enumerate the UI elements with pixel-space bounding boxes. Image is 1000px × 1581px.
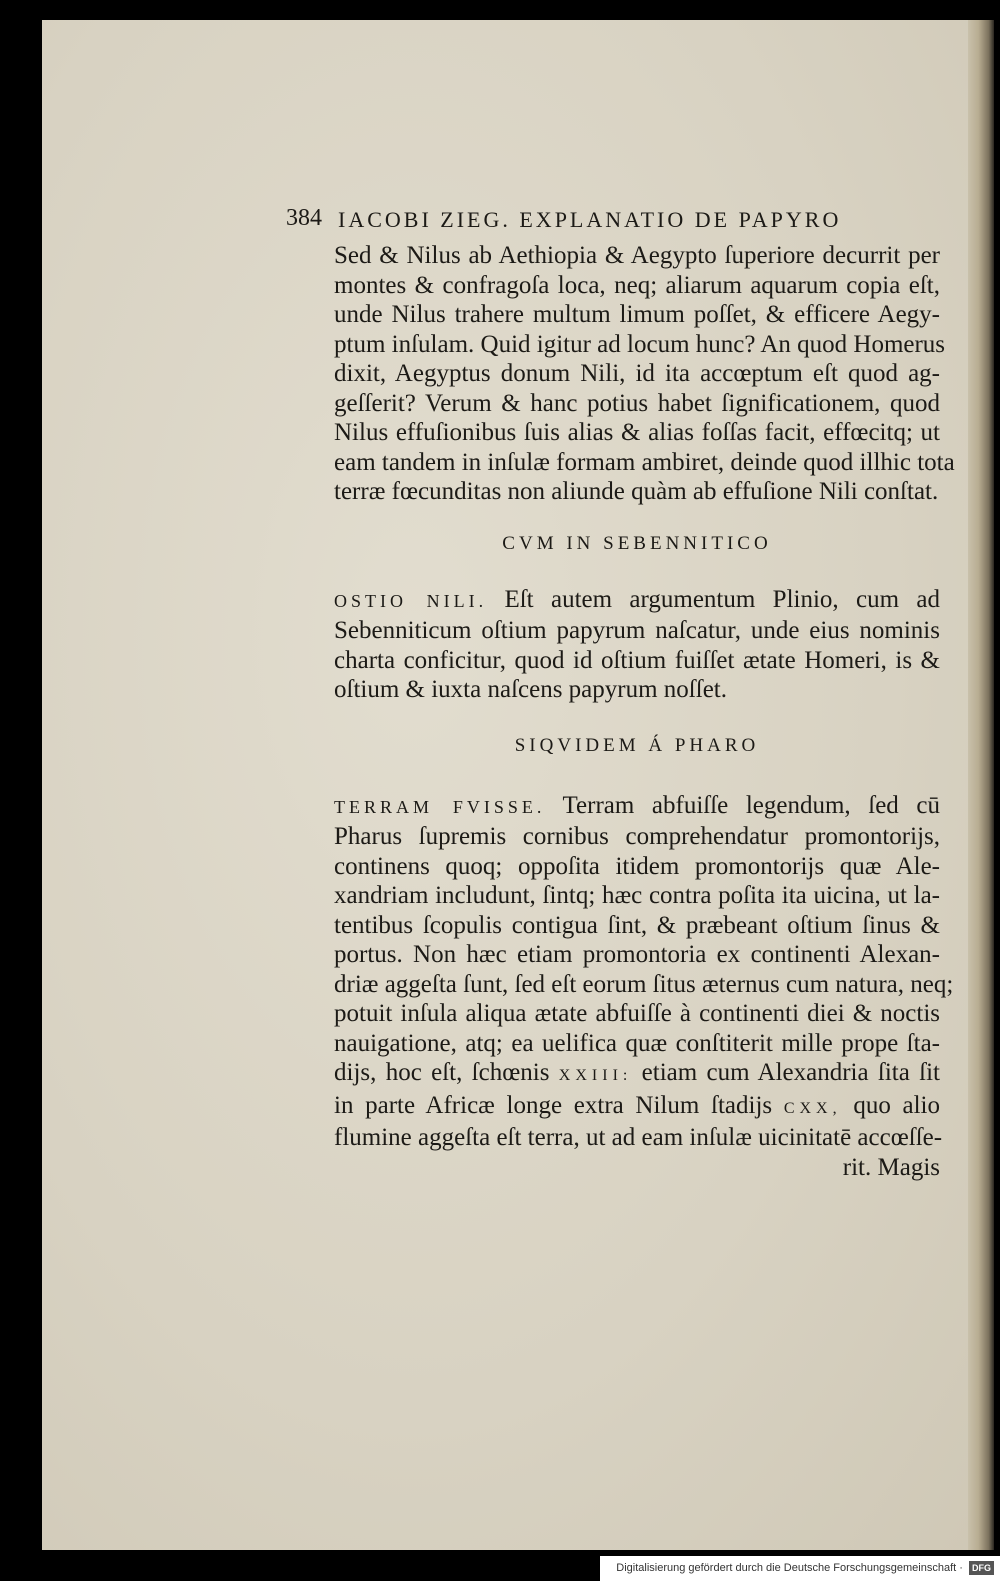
footer-text: Digitalisierung gefördert durch die Deutsche Forschungsgemeinschaft · [616, 1562, 963, 1574]
catchword-line: rit. Magis [842, 1153, 940, 1181]
text-line: Sed & Nilus ab Aethiopia & Aegypto ſuperiore decurrit per [334, 242, 940, 269]
paragraph-1 [290, 241, 955, 507]
roman-numeral: CXX, [783, 1099, 842, 1117]
text-line: dixit, Aegyptus donum Nili, id ita accœptum eſt quod ag- [334, 360, 940, 387]
text-line [334, 1091, 940, 1124]
text-line: xandriam includunt, ſintq; hæc contra poſita ita uicina, ut la- [334, 882, 940, 909]
page-edge [968, 20, 994, 1550]
running-head [286, 205, 950, 241]
lemma-text: Eſt autem argumentum Plinio, cum ad [504, 585, 941, 613]
text-segment: dijs, hoc eſt, ſchœnis [334, 1059, 550, 1086]
text-line: portus. Non hæc etiam promontoria ex continenti Alexan- [334, 941, 940, 968]
text-line: geſſerit? Verum & hanc potius habet ſignificationem, quod [334, 389, 940, 417]
text-segment: etiam cum Alexandria ſita ſit [641, 1059, 941, 1086]
digitization-footer [600, 1556, 1000, 1581]
text-line: Sebenniticum oſtium papyrum naſcatur, unde eius nominis [334, 617, 940, 644]
text-line [334, 791, 940, 823]
paragraph-3 [290, 791, 954, 1183]
text-line: tentibus ſcopulis contigua ſint, & præbeant oſtium ſinus & [334, 911, 940, 939]
lemma-lead: TERRAM FVISSE. [334, 796, 546, 817]
text-line: nauigatione, atq; ea uelifica quæ conſtiterit mille prope ſta- [334, 1029, 940, 1057]
text-line: driæ aggeſta ſunt, ſed eſt eorum ſitus æternus cum natura, neq; [334, 970, 954, 998]
text-line: ptum inſulam. Quid igitur ad locum hunc? An quod Homerus [334, 330, 946, 358]
page-text [286, 205, 955, 1182]
text-line: terræ fœcunditas non aliunde quàm ab effuſione Nili conſtat. [334, 478, 939, 505]
text-line: charta conficitur, quod id oſtium fuiſſet ætate Homeri, is & [334, 646, 940, 674]
text-line: Nilus effuſionibus ſuis alias & alias foſſas facit, effœcitq; ut [334, 419, 940, 446]
lemma-lead: OSTIO NILI. [334, 590, 488, 611]
text-segment: in parte Africæ longe extra Nilum ſtadijs [334, 1091, 773, 1119]
text-line [334, 1058, 940, 1091]
dfg-logo-icon: DFG [969, 1561, 994, 1575]
text-line: continens quoq; oppoſita itidem promontorijs quæ Ale- [334, 852, 940, 880]
paragraph-2 [290, 585, 950, 705]
roman-numeral: XXIII: [558, 1067, 633, 1084]
section-heading: CVM IN SEBENNITICO [502, 532, 772, 554]
page-number: 384 [286, 205, 322, 231]
text-line [334, 585, 940, 617]
lemma-text: Terram abfuiſſe legendum, ſed cū [562, 791, 940, 819]
section-heading: SIQVIDEM Á PHARO [514, 734, 760, 756]
text-line: unde Nilus trahere multum limum poſſet, & efficere Aegy- [334, 301, 940, 328]
text-line: montes & confragoſa loca, neq; aliarum aquarum copia eſt, [334, 271, 940, 299]
running-head-title: IACOBI ZIEG. EXPLANATIO DE PAPYRO [338, 207, 842, 232]
text-line: flumine aggeſta eſt terra, ut ad eam inſulæ uicinitatē accœſſe- [334, 1124, 943, 1151]
text-segment: quo alio [853, 1091, 940, 1119]
text-line: oſtium & iuxta naſcens papyrum noſſet. [334, 676, 727, 703]
text-line: eam tandem in inſulæ formam ambiret, deinde quod illhic tota [334, 448, 955, 476]
text-line: potuit inſula aliqua ætate abfuiſſe à continenti diei & noctis [334, 1000, 940, 1027]
text-line: Pharus ſupremis cornibus comprehendatur promontorijs, [334, 823, 940, 850]
